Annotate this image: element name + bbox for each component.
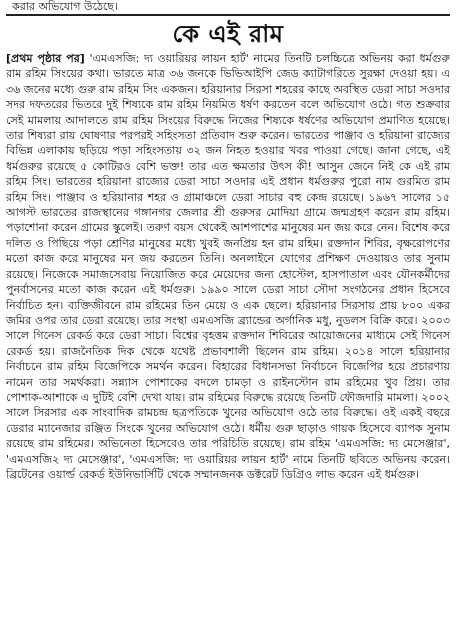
continuation-dateline: [প্রথম পৃষ্ঠার পর] <box>6 52 85 65</box>
article-body <box>6 51 450 482</box>
previous-article-tail: করার অভিযোগ উঠেছে। <box>6 0 450 16</box>
article-headline: কে এই রাম <box>172 20 284 48</box>
article-paragraph: 'এমএসজি: দ্য ওয়ারিয়র লায়ন হার্ট' নামের তিনটি চলচ্চিত্রে অভিনয় করা ধর্মগুরু রাম রহিম সিংয়ের কথা। ভারতে মাত্র ৩৬ জনকে ভিভিআইপি জেড ক্যাটাগরিতে সুরক্ষা দেওয়া হয়। এ ৩৬ জনের মধ্যে গুরু রাম রহিম সিং একজন। হরিয়ানার সিরসা শহরের কাছে অবস্থিত ডেরা সাচা সওদার সদর দফতরের ভিতরে দুই শিষ্যকে রাম রহিম নিয়মিত ধর্ষণ করতেন বলে অভিযোগ ওঠে। গত শুক্রবার সেই মামলায় আদালতে রাম রহিম সিংয়ের বিরুদ্ধে নিজের শিষ্যকে ধর্ষণের অভিযোগ প্রমাণিত হয়েছে। তার শিষ্যরা রায় ঘোষণার পরপরই সহিংসতা প্রতিবাদ শুরু করেন। ভারতের পাঞ্জাব ও হরিয়ানা রাজ্যের বিভিন্ন এলাকায় ছড়িয়ে পড়া সহিংসতায় ৩২ জন নিহত হওয়ার খবর পাওয়া গেছে। জানা গেছে, এই ধর্মগুরুর রয়েছে ৫ কোটিরও বেশি ভক্ত! তার এত ক্ষমতার উৎস কী! আসুন জেনে নিই কে এই রাম রহিম সিং। ভারতের হরিয়ানা রাজ্যের ডেরা সাচা সওদার এই প্রধান ধর্মগুরুর পুরো নাম গুরমিত রাম রহিম সিং। পাঞ্জাব ও হরিয়ানার শহর ও গ্রামাঞ্চলে ডেরা সাচার বহু কেন্দ্র রয়েছে। ১৯৬৭ সালের ১৫ আগস্ট ভারতের রাজস্থানের গঙ্গানগর জেলার শ্রী গুরুসর মোদিয়া গ্রামে জন্মগ্রহণ করেন রাম রহিম। পড়াশোনা করেন গ্রামের স্কুলেই। তরুণ বয়স থেকেই আশপাশের মানুষের মন জয় করে নেন। বিশেষ করে দলিত ও পিছিয়ে পড়া শ্রেণির মানুষের মধ্যে খুবই জনপ্রিয় হন রাম রহিম। রক্তদান শিবির, বৃক্ষরোপণের মতো কাজ করে মানুষের মন জয় করতেন তিনি। অনলাইনে যোগের প্রশিক্ষণ দেওয়ায়ও তার সুনাম রয়েছে। নিজেকে সমাজসেবায় নিয়োজিত করে মেয়েদের জন্য হোস্টেল, হাসপাতাল এবং যৌনকর্মীদের পুনর্বাসনের মতো কাজ করেন এই ধর্মগুরু। ১৯৯০ সালে ডেরা সাচা সৌদা সংগঠনের প্রধান হিসেবে নির্বাচিত হন। ব্যক্তিজীবনে রাম রহিমের তিন মেয়ে ও এক ছেলে। হরিয়ানার সিরসায় প্রায় ৮০০ একর জমির ওপর তার ডেরা রয়েছে। তার সংস্থা এমএসজি ব্র্যান্ডের অর্গানিক মধু, নুডলস বিক্রি করে। ২০০৩ সালে গিনেস রেকর্ড করে ডেরা সাচা। বিশ্বের বৃহত্তম রক্তদান শিবিরের আয়োজনের মাধ্যমে সেই গিনেস রেকর্ড হয়। রাজনৈতিক দিক থেকে যথেষ্ট প্রভাবশালী ছিলেন রাম রহিম। ২০১৪ সালে হরিয়ানার নির্বাচনে রাম রহিম বিজেপিকে সমর্থন করেন। বিহারের বিধানসভা নির্বাচনে বিজেপির হয়ে প্রচারণায় নামেন তার সমর্থকরা। সন্ন্যাস পোশাকের বদলে চামড়া ও রাইনস্টোন রাম রহিমের খুব প্রিয়। তার পোশাক-আশাকে এ দুটিই বেশি দেখা যায়। রাম রহিমের বিরুদ্ধে রয়েছে তিনটি ফৌজদারি মামলা। ২০০২ সালে সিরসার এক সাংবাদিক রামচন্দ্র ছত্রপতিকে খুনের অভিযোগ ওঠে তার বিরুদ্ধে। ওই একই বছরে ডেরার ম্যানেজার রঞ্জিত সিংকে খুনের অভিযোগ ওঠে। ধর্মীয় গুরু ছাড়াও গায়ক হিসেবে ব্যাপক সুনাম রয়েছে রাম রহিমের। অভিনেতা হিসেবেও তার পরিচিতি রয়েছে। রাম রহিম 'এমএসজি: দ্য মেসেঞ্জার', 'এমএসজি২ দ্য মেসেঞ্জার', 'এমএসজি: দ্য ওয়ারিয়র লায়ন হার্ট' নামে তিনটি ছবিতে অভিনয় করেন। ব্রিটেনের ওয়ার্ল্ড রেকর্ড ইউনিভার্সিটি থেকে সম্মানজনক ডক্টরেট ডিগ্রিও লাভ করেন এই ধর্মগুরু। <box>6 52 450 481</box>
